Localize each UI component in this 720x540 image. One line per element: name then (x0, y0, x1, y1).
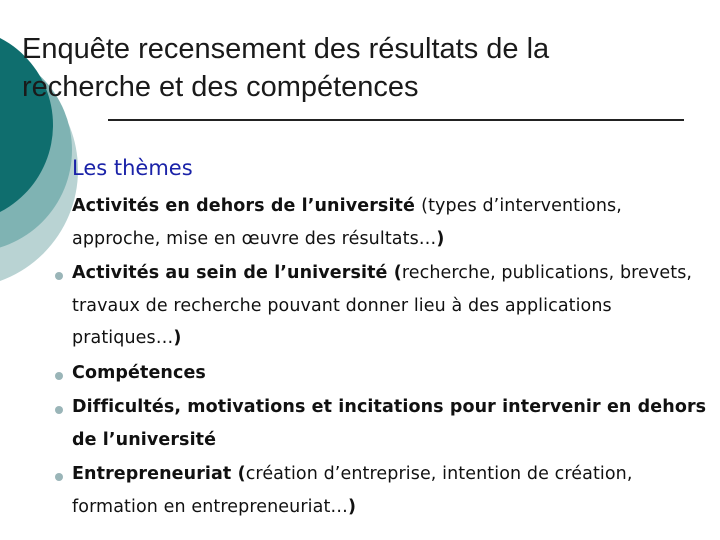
bullet-icon (55, 406, 63, 414)
list-item (50, 357, 714, 390)
list-item (50, 458, 714, 523)
item-closing-paren: ) (348, 496, 357, 517)
section-heading: Les thèmes (72, 156, 193, 180)
item-bold-text: Activités en dehors de l’université (72, 196, 422, 216)
bullet-icon (55, 272, 63, 280)
list-item (50, 391, 714, 456)
item-bold-text: Difficultés, motivations et incitations pour intervenir en dehors de l’université (72, 397, 707, 450)
list-item (50, 190, 714, 255)
list-item (50, 257, 714, 355)
item-detail-text: recherche, publications, brevets, travaux de recherche pouvant donner lieu à des applications pratiques… (72, 263, 693, 348)
item-detail-text: création d’entreprise, intention de création, formation en entrepreneuriat… (72, 464, 633, 517)
item-bold-text: Activités au sein de l’université ( (72, 263, 402, 283)
bullet-icon (55, 205, 63, 213)
item-bold-text: Entrepreneuriat ( (72, 464, 246, 484)
slide-title-line-1: Enquête recensement des résultats de la (22, 33, 550, 65)
theme-list (50, 190, 714, 523)
bullet-icon (55, 473, 63, 481)
bullet-icon (55, 372, 63, 380)
item-bold-text: Compétences (72, 362, 206, 383)
item-detail-text: (types d’interventions, approche, mise en œuvre des résultats… (72, 196, 622, 249)
item-closing-paren: ) (436, 228, 445, 249)
slide-title-line-2: recherche et des compétences (22, 71, 419, 103)
item-closing-paren: ) (173, 328, 182, 348)
title-divider (108, 119, 684, 121)
slide-title (22, 30, 702, 106)
